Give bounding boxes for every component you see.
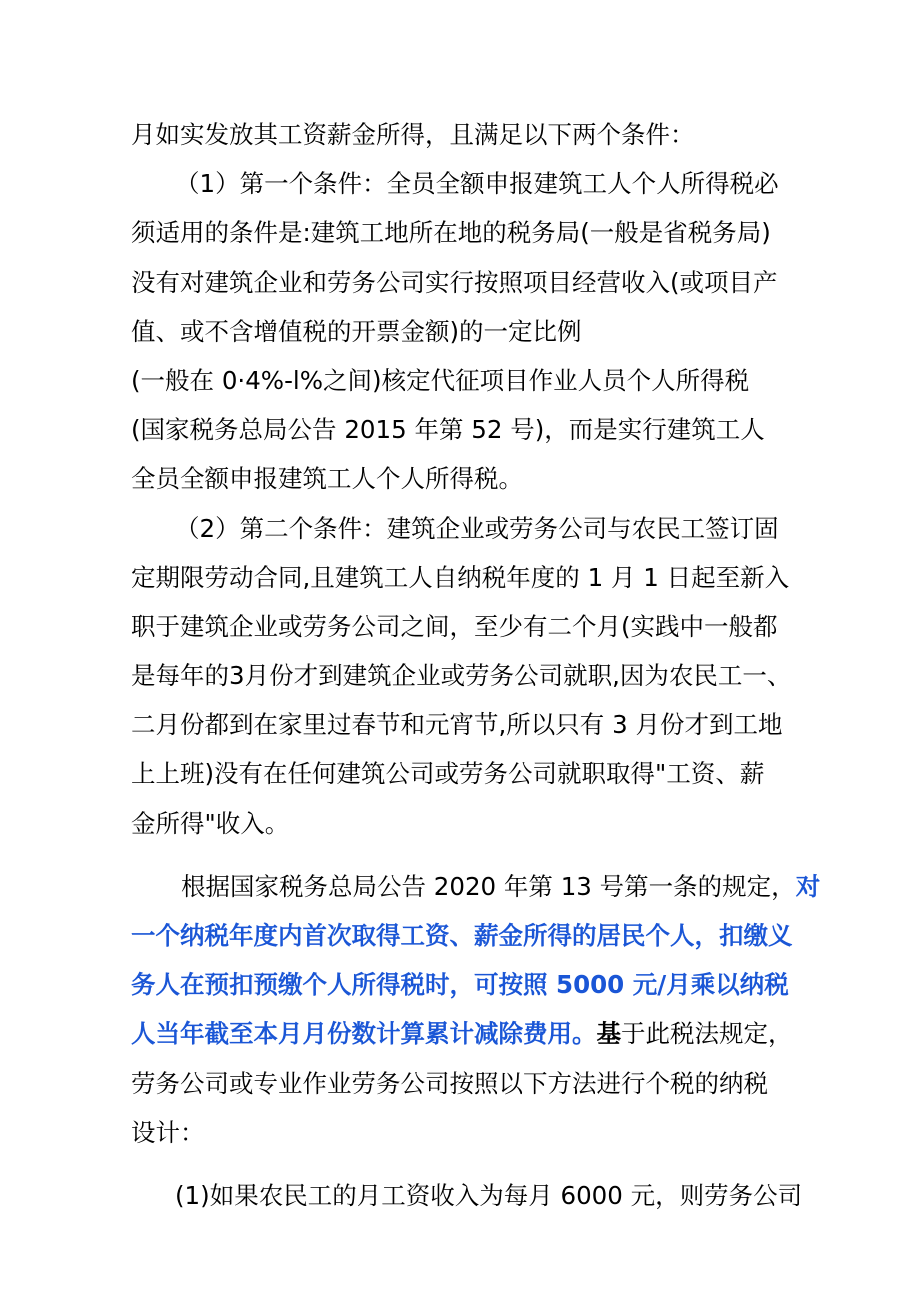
text-line: (一般在 0·4%-l%之间)核定代征项目作业人员个人所得税 bbox=[131, 365, 750, 395]
text-line: 定期限劳动合同,且建筑工人自纳税年度的 1 月 1 日起至新入 bbox=[131, 562, 790, 592]
text-line: 职于建筑企业或劳务公司之间，至少有二个月(实践中一般都 bbox=[131, 611, 778, 641]
highlight-line: 务人在预扣预缴个人所得税时，可按照 5000 元/月乘以纳税 bbox=[131, 970, 789, 1000]
highlight-text: 人当年截至本月月份数计算累计减除费用。 bbox=[131, 1019, 597, 1049]
text-line: 劳务公司或专业作业劳务公司按照以下方法进行个税的纳税 bbox=[131, 1068, 768, 1098]
text-line bbox=[131, 1009, 801, 1058]
text-line: 二月份都到在家里过春节和元宵节,所以只有 3 月份才到工地 bbox=[131, 710, 783, 740]
text-line: 须适用的条件是:建筑工地所在地的税务局(一般是省税务局) bbox=[131, 218, 771, 248]
bold-text: 基 bbox=[596, 1019, 621, 1049]
plain-text: 根据国家税务总局公告 2020 年第 13 号第一条的规定， bbox=[181, 871, 796, 901]
text-line: （2）第二个条件：建筑企业或劳务公司与农民工签订固 bbox=[175, 513, 779, 543]
text-line: 值、或不含增值税的开票金额)的一定比例 bbox=[131, 316, 582, 346]
text-line bbox=[131, 862, 821, 911]
text-line: 金所得"收入。 bbox=[131, 808, 290, 838]
text-line: (国家税务总局公告 2015 年第 52 号)，而是实行建筑工人 bbox=[131, 415, 765, 445]
text-line: 月如实发放其工资薪金所得，且满足以下两个条件： bbox=[131, 120, 695, 149]
document-body bbox=[131, 110, 821, 1220]
highlight-text: 对 bbox=[795, 871, 821, 901]
text-line: 全员全额申报建筑工人个人所得税。 bbox=[131, 464, 523, 494]
text-line: 设计： bbox=[131, 1117, 205, 1147]
highlight-line: 一个纳税年度内首次取得工资、薪金所得的居民个人，扣缴义 bbox=[131, 921, 793, 950]
text-line: 没有对建筑企业和劳务公司实行按照项目经营收入(或项目产 bbox=[131, 267, 778, 297]
text-line: 上上班)没有在任何建筑公司或劳务公司就职取得"工资、薪 bbox=[131, 759, 765, 789]
plain-text: 于此税法规定， bbox=[621, 1019, 793, 1049]
text-line: 是每年的3月份才到建筑企业或劳务公司就职,因为农民工一、 bbox=[131, 661, 792, 691]
text-line: （1）第一个条件：全员全额申报建筑工人个人所得税必 bbox=[175, 169, 779, 199]
text-line: (1)如果农民工的月工资收入为每月 6000 元，则劳务公司 bbox=[175, 1180, 803, 1210]
